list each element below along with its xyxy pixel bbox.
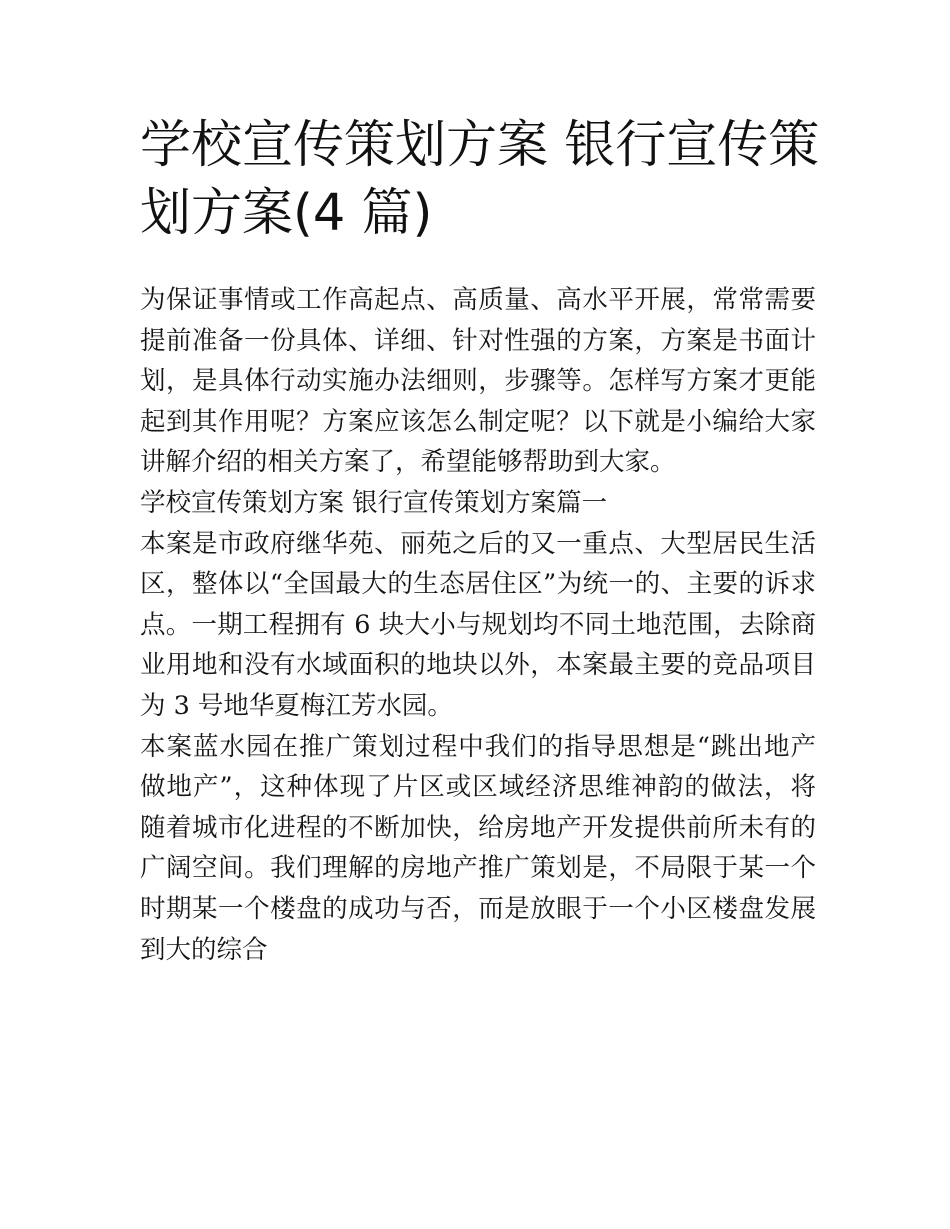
document-title: 学校宣传策划方案 银行宣传策划方案(4 篇) [140, 116, 820, 243]
body-paragraph: 本案蓝水园在推广策划过程中我们的指导思想是“跳出地产做地产”，这种体现了片区或区域经济思维神韵的做法，将随着城市化进程的不断加快，给房地产开发提供前所未有的广阔空间。我们理解的房地产推广策划是，不局限于某一个时期某一个楼盘的成功与否，而是放眼于一个小区楼盘发展到大的综合 [140, 731, 816, 965]
intro-paragraph: 为保证事情或工作高起点、高质量、高水平开展，常常需要提前准备一份具体、详细、针对性强的方案，方案是书面计划，是具体行动实施办法细则，步骤等。怎样写方案才更能起到其作用呢？方案应该怎么制定呢？以下就是小编给大家讲解介绍的相关方案了，希望能够帮助到大家。 [140, 285, 816, 478]
section-heading: 学校宣传策划方案 银行宣传策划方案篇一 [140, 487, 608, 518]
document-body [140, 280, 816, 970]
body-paragraph: 本案是市政府继华苑、丽苑之后的又一重点、大型居民生活区，整体以“全国最大的生态居住区”为统一的、主要的诉求点。一期工程拥有 6 块大小与规划均不同土地范围，去除商业用地和没有水域面积的地块以外，本案最主要的竞品项目为 3 号地华夏梅江芳水园。 [140, 528, 816, 721]
